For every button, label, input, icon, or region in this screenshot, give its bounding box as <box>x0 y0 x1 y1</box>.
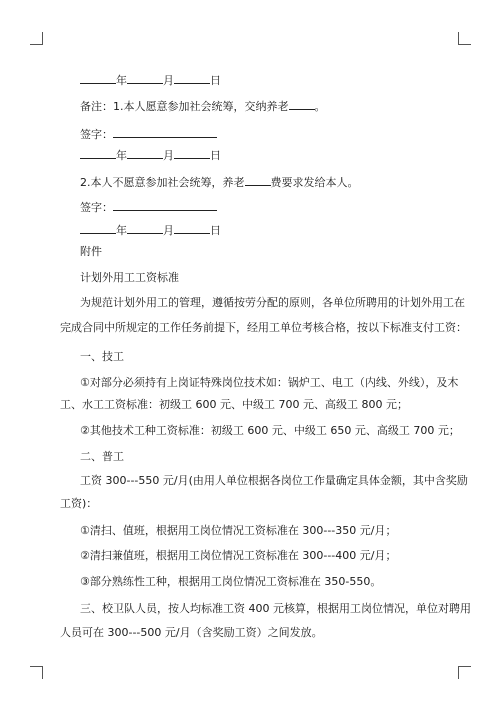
note-option-2: 2.本人不愿意参加社会统筹，养老 费要求发给本人。 <box>80 176 359 189</box>
note-option-1-text: 1.本人愿意参加社会统筹，交纳养老 <box>113 100 289 113</box>
crop-mark-bottom-left <box>30 666 43 679</box>
section-2-desc-b: 工资)： <box>60 497 98 510</box>
section-1-title: 一、技工 <box>80 350 124 363</box>
section-1-item-2: ②其他技术工种工资标准：初级工 600 元、中级工 650 元、高级工 700 元； <box>80 424 460 437</box>
day-label: 日 <box>210 74 221 87</box>
date-row-1 <box>80 72 460 88</box>
crop-mark-top-right <box>458 32 471 45</box>
crop-mark-top-left <box>30 32 43 45</box>
section-2-desc-a: 工资 300---550 元/月(由用人单位根据各岗位工作量确定具体金额，其中含奖励 <box>80 474 468 487</box>
section-3-line-b: 人员可在 300---500 元/月（含奖励工资）之间发放。 <box>60 626 323 639</box>
section-2-item-1: ①清扫、值班，根据用工岗位情况工资标准在 300---350 元/月； <box>80 524 397 537</box>
section-1-item-1-b: 工、水工工资标准：初级工 600 元、中级工 700 元、高级工 800 元； <box>60 398 408 411</box>
section-3-line-a: 三、校卫队人员，按人均标准工资 400 元核算，根据用工岗位情况，单位对聘用 <box>80 602 471 615</box>
signature-row-2: 签字： <box>80 199 460 215</box>
attachment-title: 计划外用工工资标准 <box>80 271 179 284</box>
section-2-title: 二、普工 <box>80 450 124 463</box>
note-label: 备注： <box>80 100 113 113</box>
note-option-1: 备注：1.本人愿意参加社会统筹，交纳养老 。 <box>80 100 326 113</box>
section-2-item-3: ③部分熟练性工种，根据用工岗位情况工资标准在 350-550。 <box>80 575 382 588</box>
crop-mark-bottom-right <box>458 666 471 679</box>
date-row-3: 年 月 日 <box>80 222 460 238</box>
section-2-item-2: ②清扫兼值班，根据用工岗位情况工资标准在 300---400 元/月； <box>80 549 397 562</box>
sign-label: 签字： <box>80 128 113 141</box>
signature-row-1 <box>80 126 460 142</box>
year-label: 年 <box>116 74 127 87</box>
intro-line-2: 完成合同中所规定的工作任务前提下，经用工单位考核合格，按以下标准支付工资： <box>60 321 467 334</box>
attachment-label: 附件 <box>80 245 102 258</box>
month-label: 月 <box>163 74 174 87</box>
section-1-item-1-a: ①对部分必须持有上岗证特殊岗位技术如：锅炉工、电工（内线、外线），及木 <box>80 376 459 389</box>
date-row-2: 年 月 日 <box>80 147 460 163</box>
intro-line-1: 为规范计划外用工的管理，遵循按劳分配的原则，各单位所聘用的计划外用工在 <box>80 296 465 309</box>
